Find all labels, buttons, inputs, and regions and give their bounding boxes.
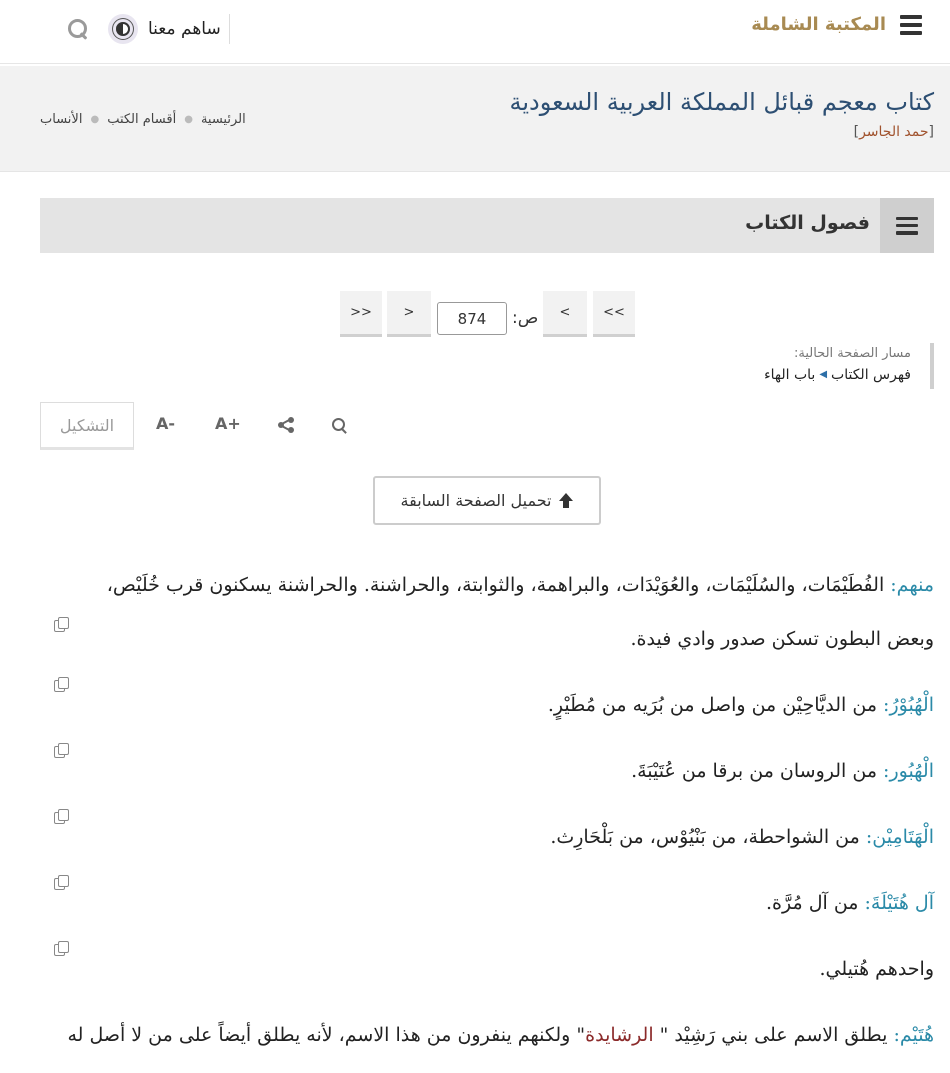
entry-term: منهم: xyxy=(890,574,934,596)
chapters-label[interactable]: فصول الكتاب xyxy=(745,212,870,234)
copy-icon[interactable] xyxy=(54,941,68,955)
entry-term: آل هُتَيْلَةَ: xyxy=(864,892,934,914)
copy-icon[interactable] xyxy=(54,617,68,631)
prev-page-button[interactable]: < xyxy=(543,291,587,337)
arrow-up-icon xyxy=(559,493,573,509)
tashkeel-toggle-button[interactable]: التشكيل xyxy=(40,402,134,450)
search-in-book-icon[interactable] xyxy=(332,418,348,434)
path-item-index[interactable]: فهرس الكتاب xyxy=(831,367,911,383)
text-paragraph xyxy=(56,741,934,801)
font-decrease-button[interactable]: A- xyxy=(156,414,176,433)
breadcrumb xyxy=(40,112,246,127)
quoted-name: الرشايدة xyxy=(585,1024,660,1046)
copy-icon[interactable] xyxy=(54,677,68,691)
brand[interactable] xyxy=(751,14,922,35)
page-label: ص: xyxy=(512,308,539,328)
text-paragraph xyxy=(56,555,934,615)
current-path-label: مسار الصفحة الحالية: xyxy=(793,346,911,361)
breadcrumb-home[interactable]: الرئيسية xyxy=(200,112,246,127)
copy-icon[interactable] xyxy=(54,809,68,823)
entry-text: يطلق الاسم على بني رَشِيْد " xyxy=(659,1024,894,1046)
first-page-button[interactable]: << xyxy=(593,291,635,337)
menu-icon[interactable] xyxy=(900,15,922,35)
text-paragraph xyxy=(56,939,934,999)
copy-icon[interactable] xyxy=(54,875,68,889)
page-content xyxy=(56,555,934,1071)
top-navbar xyxy=(0,0,950,64)
search-icon[interactable] xyxy=(66,17,90,41)
entry-text: الفُطَيْمَات، والسُلَيْمَات، والعُوَيْدَات، والبراهمة، والثوابتة، والحراشنة. والحراشنة يسكنون قرب خُلَيْص، xyxy=(106,574,891,596)
text-paragraph xyxy=(56,1005,934,1065)
breadcrumb-separator: ● xyxy=(90,114,100,125)
chapters-toggle-button[interactable] xyxy=(880,198,934,253)
text-paragraph xyxy=(56,609,934,669)
entry-text: واحدهم هُتيلي. xyxy=(819,958,934,980)
path-item-chapter[interactable]: باب الهاء xyxy=(764,367,816,383)
entry-text: من آل مُرَّة. xyxy=(766,892,865,914)
font-increase-button[interactable]: A+ xyxy=(215,414,241,433)
book-author: [حمد الجاسر] xyxy=(853,124,934,140)
brand-name[interactable]: المكتبة الشاملة xyxy=(751,14,886,35)
chapters-bar[interactable] xyxy=(40,198,934,253)
entry-text: من الشواحطة، من بَنْيُوْس، من بَلْحَارِث. xyxy=(550,826,866,848)
theme-toggle-icon[interactable] xyxy=(108,14,138,44)
share-icon[interactable] xyxy=(278,417,294,433)
text-paragraph xyxy=(56,675,934,735)
current-page-path xyxy=(764,343,934,389)
entry-text: " ولكنهم ينفرون من هذا الاسم، لأنه يطلق أيضاً على من لا أصل له xyxy=(67,1024,586,1046)
text-paragraph xyxy=(56,873,934,933)
entry-text: وبعض البطون تسكن صدور وادي فيدة. xyxy=(630,628,934,650)
copy-icon[interactable] xyxy=(54,743,68,757)
top-actions xyxy=(66,14,230,44)
breadcrumb-category[interactable]: الأنساب xyxy=(40,112,83,127)
entry-term: الْهُبُور: xyxy=(883,760,934,782)
list-icon xyxy=(896,217,918,235)
author-link[interactable]: حمد الجاسر xyxy=(859,124,929,140)
page-number-input[interactable] xyxy=(437,302,507,335)
contribute-link[interactable]: ساهم معنا xyxy=(148,14,230,44)
breadcrumb-separator: ● xyxy=(184,114,193,125)
load-previous-page-button[interactable] xyxy=(373,476,601,525)
entry-term: هُتَيْم: xyxy=(893,1024,934,1046)
last-page-button[interactable]: >> xyxy=(340,291,382,337)
entry-term: الْهُبُوْرُ: xyxy=(883,694,934,716)
caret-left-icon: ◀ xyxy=(819,369,828,380)
entry-term: الْهَتَامِيْن: xyxy=(865,826,934,848)
entry-text: من الروسان من برقا من عُتَيْبَةَ. xyxy=(631,760,884,782)
pager xyxy=(0,291,950,339)
reading-tools xyxy=(40,402,360,450)
next-page-button[interactable]: > xyxy=(387,291,431,337)
text-paragraph xyxy=(56,807,934,867)
breadcrumb-sections[interactable]: أقسام الكتب xyxy=(107,112,177,127)
current-path-trail xyxy=(764,365,911,385)
book-title: كتاب معجم قبائل المملكة العربية السعودية xyxy=(509,88,934,116)
book-header xyxy=(0,66,950,172)
entry-text: من الديَّاحِيْن من واصل من بُرَيه من مُطَيْرٍ. xyxy=(547,694,884,716)
load-previous-label: تحميل الصفحة السابقة xyxy=(400,491,552,510)
